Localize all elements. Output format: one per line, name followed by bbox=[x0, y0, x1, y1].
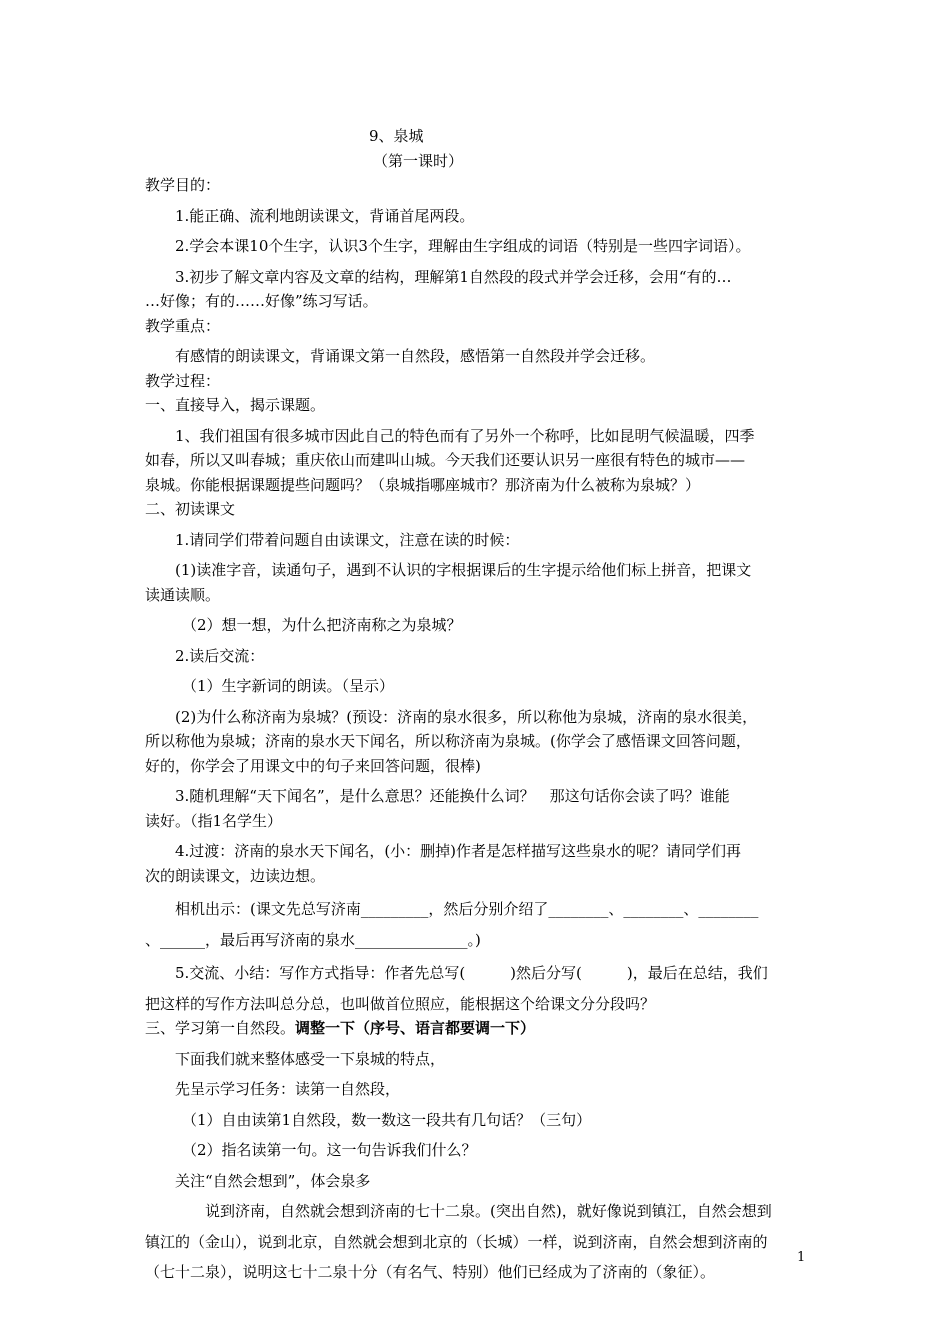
part2-heading: 二、初读课文 bbox=[145, 500, 236, 518]
part2-step-1-1-line-1: (1)读准字音，读通句子，遇到不认识的字根据课后的生字提示给他们标上拼音，把课文 bbox=[175, 561, 752, 579]
part2-step-2-1: （1）生字新词的朗读。（呈示） bbox=[182, 677, 395, 695]
part3-heading-line bbox=[145, 1016, 809, 1041]
goal-2: 2.学会本课10个生字，认识3个生字，理解由生字组成的词语（特别是一些四字词语）。 bbox=[175, 237, 751, 255]
part3-text-line-2: 镇江的（金山），说到北京，自然就会想到北京的（长城）一样，说到济南，自然会想到济南的 bbox=[145, 1232, 768, 1251]
part2-step-5-line-2: 把这样的写作方法叫总分总，也叫做首位照应，能根据这个给课文分分段吗？ bbox=[145, 994, 656, 1013]
part2-show-line-1: 相机出示：(课文先总写济南_________，然后分别介绍了________、________、________ bbox=[175, 900, 759, 918]
part1-paragraph-line-1: 1、我们祖国有很多城市因此自己的特色而有了另外一个称呼，比如昆明气候温暖，四季 bbox=[175, 426, 755, 445]
part3-text-line-1: 说到济南，自然就会想到济南的七十二泉。(突出自然)，就好像说到镇江，自然会想到 bbox=[190, 1202, 772, 1220]
page-number: 1 bbox=[797, 1250, 806, 1265]
part2-step-1: 1.请同学们带着问题自由读课文，注意在读的时候： bbox=[175, 530, 520, 549]
part3-focus: 关注“自然会想到”，体会泉多 bbox=[175, 1171, 371, 1190]
part2-step-5-line-1: 5.交流、小结：写作方式指导：作者先总写( )然后分写( )，最后在总结，我们 bbox=[175, 964, 768, 982]
part1-heading: 一、直接导入，揭示课题。 bbox=[145, 396, 326, 414]
process-heading: 教学过程： bbox=[145, 371, 221, 390]
part3-question-2: （2）指名读第一句。这一句告诉我们什么？ bbox=[182, 1141, 477, 1159]
part2-step-2-2-line-2: 所以称他为泉城；济南的泉水天下闻名，所以称济南为泉城。(你学会了感悟课文回答问题， bbox=[145, 732, 751, 750]
lesson-subtitle: （第一课时） bbox=[373, 151, 464, 170]
lesson-title: 9、泉城 bbox=[369, 127, 424, 145]
part2-step-4-line-1: 4.过渡：济南的泉水天下闻名，(小：删掉)作者是怎样描写这些泉水的呢？请同学们再 bbox=[175, 842, 742, 860]
part2-step-1-1-line-2: 读通读顺。 bbox=[145, 585, 221, 604]
part2-step-2-2-line-3: 好的，你学会了用课文中的句子来回答问题，很棒) bbox=[145, 756, 481, 775]
part1-paragraph-line-2: 如春，所以又叫春城；重庆依山而建叫山城。今天我们还要认识另一座很有特色的城市—— bbox=[145, 451, 746, 469]
part3-paragraph-1: 下面我们就来整体感受一下泉城的特点， bbox=[175, 1049, 446, 1068]
goals-heading: 教学目的： bbox=[145, 176, 221, 194]
focus-heading: 教学重点： bbox=[145, 316, 221, 335]
part2-step-2-2-line-1: (2)为什么称济南为泉城？(预设：济南的泉水很多，所以称他为泉城，济南的泉水很美， bbox=[175, 707, 758, 726]
part2-step-4-line-2: 次的朗读课文，边读边想。 bbox=[145, 866, 326, 885]
part3-heading: 三、学习第一自然段。 bbox=[145, 1019, 296, 1037]
document-body bbox=[145, 124, 809, 1285]
part1-paragraph-line-3: 泉城。你能根据课题提些问题吗？（泉城指哪座城市？那济南为什么被称为泉城？） bbox=[145, 475, 701, 494]
part3-paragraph-2: 先呈示学习任务：读第一自然段， bbox=[175, 1080, 401, 1098]
part2-step-3-line-2: 读好。（指1名学生） bbox=[145, 811, 283, 830]
part3-text-line-3: （七十二泉），说明这七十二泉十分（有名气、特别）他们已经成为了济南的（象征）。 bbox=[145, 1263, 716, 1281]
part2-step-1-2: （2）想一想，为什么把济南称之为泉城？ bbox=[182, 616, 462, 634]
part3-question-1: （1）自由读第1自然段，数一数这一段共有几句话？（三句） bbox=[182, 1110, 592, 1129]
goal-3-line-2: …好像；有的……好像”练习写话。 bbox=[145, 292, 378, 310]
focus-text: 有感情的朗读课文，背诵课文第一自然段，感悟第一自然段并学会迁移。 bbox=[175, 347, 656, 365]
part2-show-line-2: 、______，最后再写济南的泉水_______________。) bbox=[145, 930, 481, 949]
goal-3-line-1: 3.初步了解文章内容及文章的结构，理解第1自然段的段式并学会迁移，会用“有的… bbox=[175, 267, 732, 286]
part2-step-2: 2.读后交流： bbox=[175, 646, 265, 665]
part2-step-3-line-1: 3.随机理解“天下闻名”，是什么意思？还能换什么词？ 那这句话你会读了吗？谁能 bbox=[175, 787, 730, 805]
part3-editor-note: 调整一下（序号、语言都要调一下） bbox=[295, 1019, 536, 1037]
goal-1: 1.能正确、流利地朗读课文，背诵首尾两段。 bbox=[175, 206, 475, 225]
